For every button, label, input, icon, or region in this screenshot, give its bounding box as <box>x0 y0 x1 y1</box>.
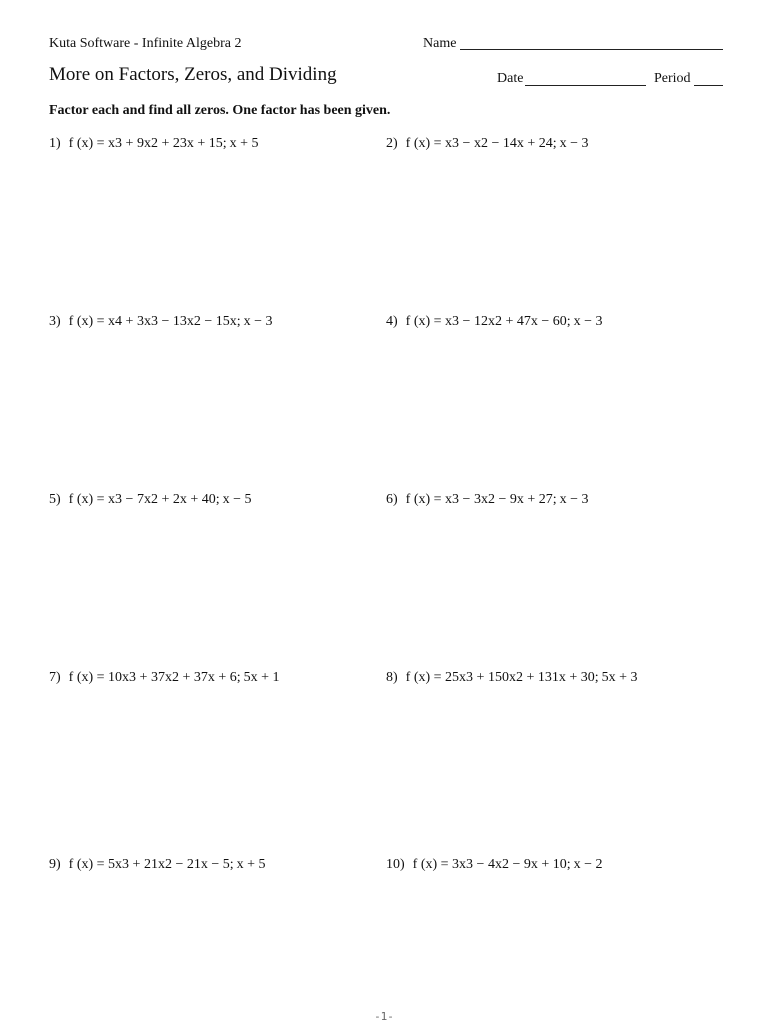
period-field-line <box>694 85 723 86</box>
problem-number: 2) <box>386 136 398 151</box>
page-number: -1- <box>374 1010 394 1023</box>
given-factor: x − 2 <box>573 857 603 872</box>
problem-3: 3) f (x) = x4 + 3x3 − 13x2 − 15x; x − 3 <box>49 314 273 329</box>
given-factor: x − 3 <box>243 314 273 329</box>
problem-5: 5) f (x) = x3 − 7x2 + 2x + 40; x − 5 <box>49 492 252 507</box>
polynomial: f (x) = 3x3 − 4x2 − 9x + 10 <box>412 857 567 872</box>
problem-8: 8) f (x) = 25x3 + 150x2 + 131x + 30; 5x + 3 <box>386 670 638 685</box>
period-label: Period <box>654 71 691 86</box>
given-factor: x − 3 <box>559 492 589 507</box>
given-factor: 5x + 3 <box>601 670 638 685</box>
problem-number: 5) <box>49 492 61 507</box>
date-label: Date <box>497 71 524 86</box>
given-factor: x − 3 <box>559 136 589 151</box>
problem-number: 7) <box>49 670 61 685</box>
date-field-line <box>525 85 646 86</box>
problem-1: 1) f (x) = x3 + 9x2 + 23x + 15; x + 5 <box>49 136 259 151</box>
problem-number: 3) <box>49 314 61 329</box>
polynomial: f (x) = 10x3 + 37x2 + 37x + 6 <box>68 670 237 685</box>
polynomial: f (x) = x3 − 7x2 + 2x + 40 <box>68 492 216 507</box>
problem-9: 9) f (x) = 5x3 + 21x2 − 21x − 5; x + 5 <box>49 857 266 872</box>
problem-number: 10) <box>386 857 405 872</box>
polynomial: f (x) = 5x3 + 21x2 − 21x − 5 <box>68 857 230 872</box>
problem-10: 10) f (x) = 3x3 − 4x2 − 9x + 10; x − 2 <box>386 857 603 872</box>
polynomial: f (x) = x3 + 9x2 + 23x + 15 <box>68 136 223 151</box>
given-factor: x − 3 <box>573 314 603 329</box>
given-factor: x + 5 <box>229 136 259 151</box>
given-factor: x − 5 <box>222 492 252 507</box>
problem-number: 1) <box>49 136 61 151</box>
given-factor: x + 5 <box>236 857 266 872</box>
software-label: Kuta Software - Infinite Algebra 2 <box>49 36 242 51</box>
given-factor: 5x + 1 <box>243 670 280 685</box>
worksheet-title: More on Factors, Zeros, and Dividing <box>49 64 337 85</box>
polynomial: f (x) = x3 − 3x2 − 9x + 27 <box>405 492 553 507</box>
name-field-line <box>460 49 723 50</box>
problem-4: 4) f (x) = x3 − 12x2 + 47x − 60; x − 3 <box>386 314 603 329</box>
problem-number: 8) <box>386 670 398 685</box>
instructions: Factor each and find all zeros. One factor has been given. <box>49 103 391 118</box>
problem-number: 4) <box>386 314 398 329</box>
name-label: Name <box>423 36 457 51</box>
polynomial: f (x) = x3 − 12x2 + 47x − 60 <box>405 314 567 329</box>
problem-number: 9) <box>49 857 61 872</box>
polynomial: f (x) = x4 + 3x3 − 13x2 − 15x <box>68 314 237 329</box>
problem-2: 2) f (x) = x3 − x2 − 14x + 24; x − 3 <box>386 136 589 151</box>
problem-6: 6) f (x) = x3 − 3x2 − 9x + 27; x − 3 <box>386 492 589 507</box>
polynomial: f (x) = 25x3 + 150x2 + 131x + 30 <box>405 670 595 685</box>
problem-number: 6) <box>386 492 398 507</box>
problem-7: 7) f (x) = 10x3 + 37x2 + 37x + 6; 5x + 1 <box>49 670 280 685</box>
polynomial: f (x) = x3 − x2 − 14x + 24 <box>405 136 553 151</box>
